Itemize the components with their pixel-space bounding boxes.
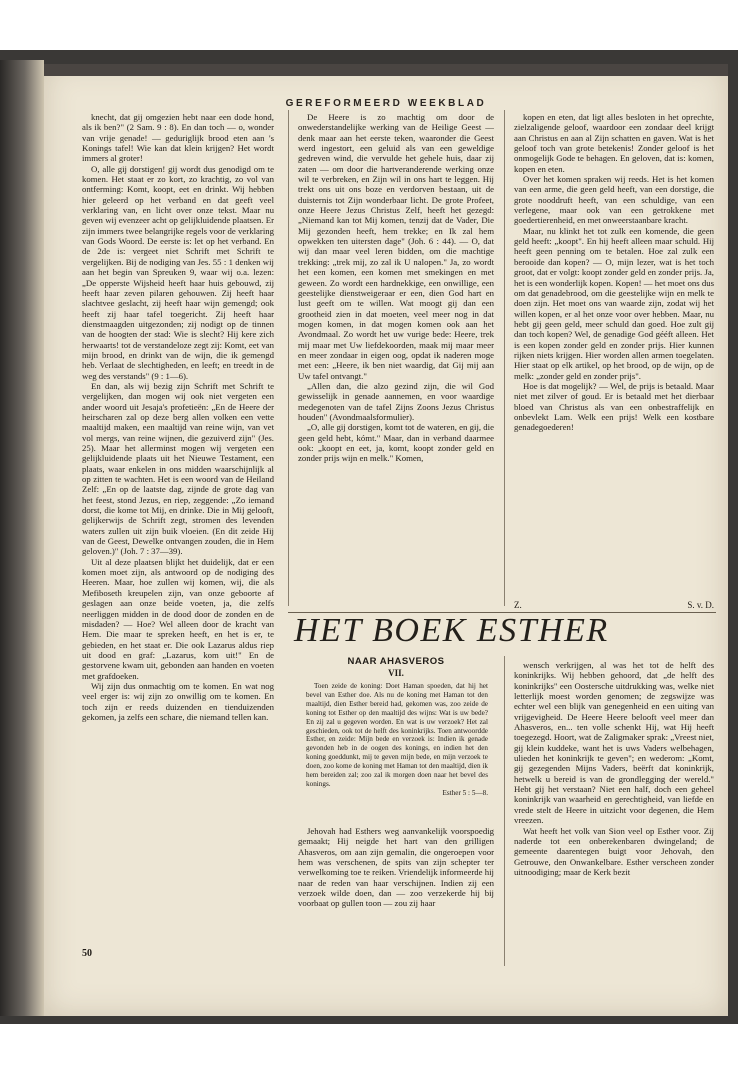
column-rule — [504, 110, 505, 606]
paragraph: Wij zijn dus onmachtig om te komen. En wat nog veel erger is: wij zijn zo onwillig om te komen. En toch zijn er reeds duizenden en tienduizenden gekomen, ja zelfs een schare, die niemand tellen kan. — [82, 680, 274, 722]
magazine-page — [44, 64, 728, 1016]
paragraph: Uit al deze plaatsen blijkt het duidelijk, dat er een komen moet zijn, als antwoord op de nodiging des Heeren. Maar, hoe zullen wij komen, wij, die als Mefiboseth kreupelen zijn, van onze geboorte af geslagen aan onze beide voeten, ja, die zelfs neerliggen midden in de dood door de zonden en de misdaden? — Hoe? Wel alleen door de kracht van Hem. Die maar te spreken heeft, en het is er, te gebieden, en het staat er. Die ook Lazarus aldus riep uit dood en graf: „Lazarus, kom uit!" En de gestorvene kwam uit, gebonden aan handen en voeten met grafdoeken. — [82, 556, 274, 681]
article-subtitle: NAAR AHASVEROS — [347, 656, 445, 667]
column-middle — [298, 112, 494, 600]
chapter-number: VII. — [388, 668, 404, 678]
quote-reference: Esther 5 : 5—8. — [442, 788, 488, 797]
article-column-right — [514, 660, 714, 968]
paragraph: kopen en eten, dat ligt alles besloten in het oprechte, zielzaligende geloof, waardoor een zondaar deel krijgt aan Christus en aan al Zijn schatten en gaven. Wat is het geloof toch van grote betekenis! Zonder geloof is het onmogelijk Gode te behagen. En geloven, dat is: komen, kopen en eten. — [514, 112, 714, 174]
scripture-quote — [306, 682, 488, 798]
page-number: 50 — [82, 948, 92, 959]
signature-initial: Z. — [514, 600, 522, 610]
signature-line — [514, 600, 714, 610]
paragraph: En dan, als wij bezig zijn Schrift met Schrift te vergelijken, dan mogen wij ook niet vergeten een ander woord uit Jesaja's profetieën: „En de Heere der heirscharen zal op deze berg allen volken een vette maaltijd maken, een maaltijd van reine wijn, van vet vol mergs, van reine wijnen, die gezuiverd zijn" (Jes. 25). Maar het allerminst mogen wij vergeten een gelijkluidende plaats uit het Nieuwe Testament, een plaats, waar enkelen in ons midden waarschijnlijk al op zitten te wachten. Het is een woord van de Heiland Zelf: „En op de laatste dag, zijnde de grote dag van het feest, stond Jezus, en riep, zeggende: „Zo iemand dorst, die kome tot Mij, en drinke. Die in Mij gelooft, gelijkerwijs de Schrift zegt, stromen des levenden waters zullen uit zijn buik vloeien. (En dit zeide Hij van de Geest, Dewelke ontvangen zouden, die in Hem geloven.)" (Joh. 7 : 37—39). — [82, 380, 274, 557]
running-header: GEREFORMEERD WEEKBLAD — [285, 98, 487, 109]
paragraph: Hoe is dat mogelijk? — Wel, de prijs is betaald. Maar niet met zilver of goud. Er is betaald met het dierbaar bloed van Christus als van een onbestraffelijk en onbevlekt Lam. Welk een prijs! Welk een kostbare genadegoederen! — [514, 380, 714, 433]
paragraph: De Heere is zo machtig om door de onwederstandelijke werking van de Heilige Geest — denk maar aan het eerste teken, waaronder die Geest werd ingestort, een geluid als van een geweldige gedreven wind, die vervulde het gehele huis, daar zij zaten — om door die hartveranderende werking onze wil te verbreken, en Zijn wil in ons hart te leggen. Hij trekt ons uit ons boze en verdorven bestaan, uit de duisternis tot Zijn wonderbaar licht. De grote Profeet, onze Heere Jezus Christus Zelf, heeft het gezegd: „Niemand kan tot Mij komen, tenzij dat de Vader, Die Mij gezonden heeft, hem trekke; en Ik zal hem opwekken ten uitersten dage" (Joh. 6 : 44). — O, dat wij dan maar veel leren bidden, om die machtige trekking: „trek mij, zo zal ik U nalopen." Ja, zo wordt het een komen, een komen met smekingen en met geween. Zo wordt een hardnekkige, een onwillige, een geestelijke dienstweigeraar er een, dien God hart en lust geeft om te willen. Wat moogt gij dan een grootheid zien in dat moeten, veel meer nog in dat mogen komen, in dat mogen komen ook aan het Avondmaal. Zo wordt het uw vurige bede: Heere, trek mij maar met Uw liefdekoorden, maak mij maar meer en meer zondaar in eigen oog, opdat ik naderen moge met een: „Heere, ik ben niet waardig, dat Gij mij aan Uw tafel ontvangt." — [298, 112, 494, 381]
paragraph: O, alle gij dorstigen! gij wordt dus genodigd om te komen. Het staat er zo kort, zo krachtig, zo vol van ontferming: Komt, koopt, eet en drinkt. Wij hebben hier geleerd op het verband en dat geeft veel verklaring van, en licht over onze tekst. Maar nu geven wij evenzeer acht op gelijkluidende plaatsen. Er zijn immers twee belangrijke regels voor de verklaring van Gods Woord. De eerste is: let op het verband. En de 2de is: vergeet niet Schrift met Schrift te vergelijken. Bij de nodiging van Jes. 55 : 1 denken wij aan het begin van Spreuken 9, waar wij o.a. lezen: „De opperste Wijsheid heeft haar huis gebouwd, zij heeft haar zeven pilaren gehouwen. Zij heeft haar slachtvee geslacht, zij heeft haar wijn gemengd; ook heeft zij haar tafel toegericht. Zij heeft haar dienstmaagden uitgezonden; zij nodigt op de tinnen van de hoogten der stad: Wie is slecht? Hij kere zich herwaarts! tot de verstandeloze zegt zij: Komt, eet van mijn brood, en drinkt van de wijn, die ik gemengd heb. Verlaat de slechtigheden, en leeft; en treedt in de weg des verstands" (9 : 1—6). — [82, 163, 274, 381]
paragraph: „O, alle gij dorstigen, komt tot de wateren, en gij, die geen geld hebt, kómt." Maar, dan in verband daarmee ook: „koopt en eet, ja, komt, koopt zonder geld en zonder prijs wijn en melk." Komen, — [298, 422, 494, 464]
column-rule — [288, 110, 289, 606]
column-rule — [504, 656, 505, 966]
paragraph: Wat heeft het volk van Sion veel op Esther voor. Zij naderde tot een onberekenbaren dwingeland; de gemeente daarentegen buigt voor Jehovah, den Getrouwe, den Onwankelbare. Esther verscheen zonder uitnoodiging; maar de Kerk bezit — [514, 825, 714, 877]
column-right — [514, 112, 714, 590]
page-edge-shadow — [0, 60, 44, 1016]
paragraph: wensch verkrijgen, al was het tot de helft des koninkrijks. Wij hebben gehoord, dat „de helft des koninkrijks" een Oostersche uitdrukking was, welke niet letterlijk moest worden genomen; de zegswijze was echter wel een blijk van genegenheid en een uiting van vrijgevigheid. De Heere Heere belooft veel meer dan Ahasveros, en... ten volle schenkt Hij, wat Hij heeft toegezegd. Hoort, wat de Zaligmaker sprak: „Vreest niet, gij klein kuddeke, want het is uws Vaders welbehagen, ulieden het koninkrijk te geven"; en wederom: „Komt, gij gezegenden Mijns Vaders, beërft dat koninkrijk, hetwelk u bereid is van de grondlegging der wereld." Hebt gij het verstaan? Niet een half, doch een geheel koninkrijk van waarheid en gerechtigheid, van liefde en vrede stelt de Heere in uitzicht voor degenen, die Hem vreezen. — [514, 660, 714, 826]
column-left — [82, 112, 274, 962]
paragraph: knecht, dat gij omgezien hebt naar een dode hond, als ik ben?" (2 Sam. 9 : 8). En dan toch — o, wonder van vrije genade! — geduriglijk brood eten aan 's Konings tafel! Wie kan dat klein krijgen? Het wordt immers al groter! — [82, 112, 274, 164]
paragraph: Over het komen spraken wij reeds. Het is het komen van een arme, die geen geld heeft, van een dorstige, die grote nooddruft heeft, van een schuldige, van een verlegene, maar ook van een getrokkene met goedertierenheid, en met onweerstaanbare kracht. — [514, 174, 714, 226]
paragraph: Maar, nu klinkt het tot zulk een komende, die geen geld heeft: „koopt". En hij heeft alleen maar schuld. Hij heeft geen penning om te betalen. Hoe zal zulk een berooide dan kopen? — O, mijn lezer, wat is het toch groot, dat er volgt: koopt zonder geld en zonder prijs. Ja, het is een wonderlijk kopen. Kopen! — het moet ons dus om dat genadebrood, om die geestelijke wijn en melk te doen zijn. Het moet ons van waarde zijn, zodat wij het willen kopen, er al het onze voor over hebben. Maar, nu hebt gij geen geld, meer schuld dan goed. Hoe zult gij dan toch kopen? Wel, de genadige God gééft alleen. Het is een kopen zonder geld en zonder prijs. Hier kunnen rijken niets krijgen. Hier worden allen armen toegelaten. Hier staat op elk artikel, op het brood, op de wijn, op de melk: „zonder geld en zonder prijs". — [514, 225, 714, 381]
signature-author: S. v. D. — [687, 600, 714, 610]
quote-text: Toen zeide de koning: Doet Haman spoeden, dat hij het bevel van Esther doe. Als nu de koning met Haman tot den maaltijd, dien Esther bereid had, gekomen was, zoo zeide de koning tot Esther op den maaltijd des wijns: Wat is uw bede? En zij zal u gegeven worden. En wat is uw verzoek? Het zal geschieden, ook tot de helft des koninkrijks. Toen antwoordde Esther, en zeide: Mijn bede en verzoek is: Indien ik genade gevonden heb in de oogen des konings, en indien het den koning goeddunkt, mij te geven mijn bede, en mijn verzoek te doen, zoo kome de koning met Haman tot den maaltijd, dien ik hem bereiden zal; zoo zal ik morgen doen naar het bevel des konings. — [306, 682, 488, 788]
paragraph: Jehovah had Esthers weg aanvankelijk voorspoedig gemaakt; Hij neigde het hart van den grilligen Ahasveros, om aan zijn gemalin, die ongeroepen voor hem was verschenen, de spits van zijn schepter ter verwelkoming toe te reiken. Vriendelijk informeerde hij naar de reden van haar verschijnen. Indien zij een verzoek wilde doen, dan — zoo verzekerde hij bij voorbaat op gullen toon — zou zij haar — [298, 826, 494, 909]
scan-top-band — [44, 64, 728, 76]
paragraph: „Allen dan, die alzo gezind zijn, die wil God gewisselijk in genade aannemen, en voor waardige medegenoten van de tafel Zijns Zoons Jezus Christus houden" (Avondmaalsformulier). — [298, 380, 494, 422]
article-title: HET BOEK ESTHER — [294, 612, 609, 649]
article-column-middle — [298, 826, 494, 968]
